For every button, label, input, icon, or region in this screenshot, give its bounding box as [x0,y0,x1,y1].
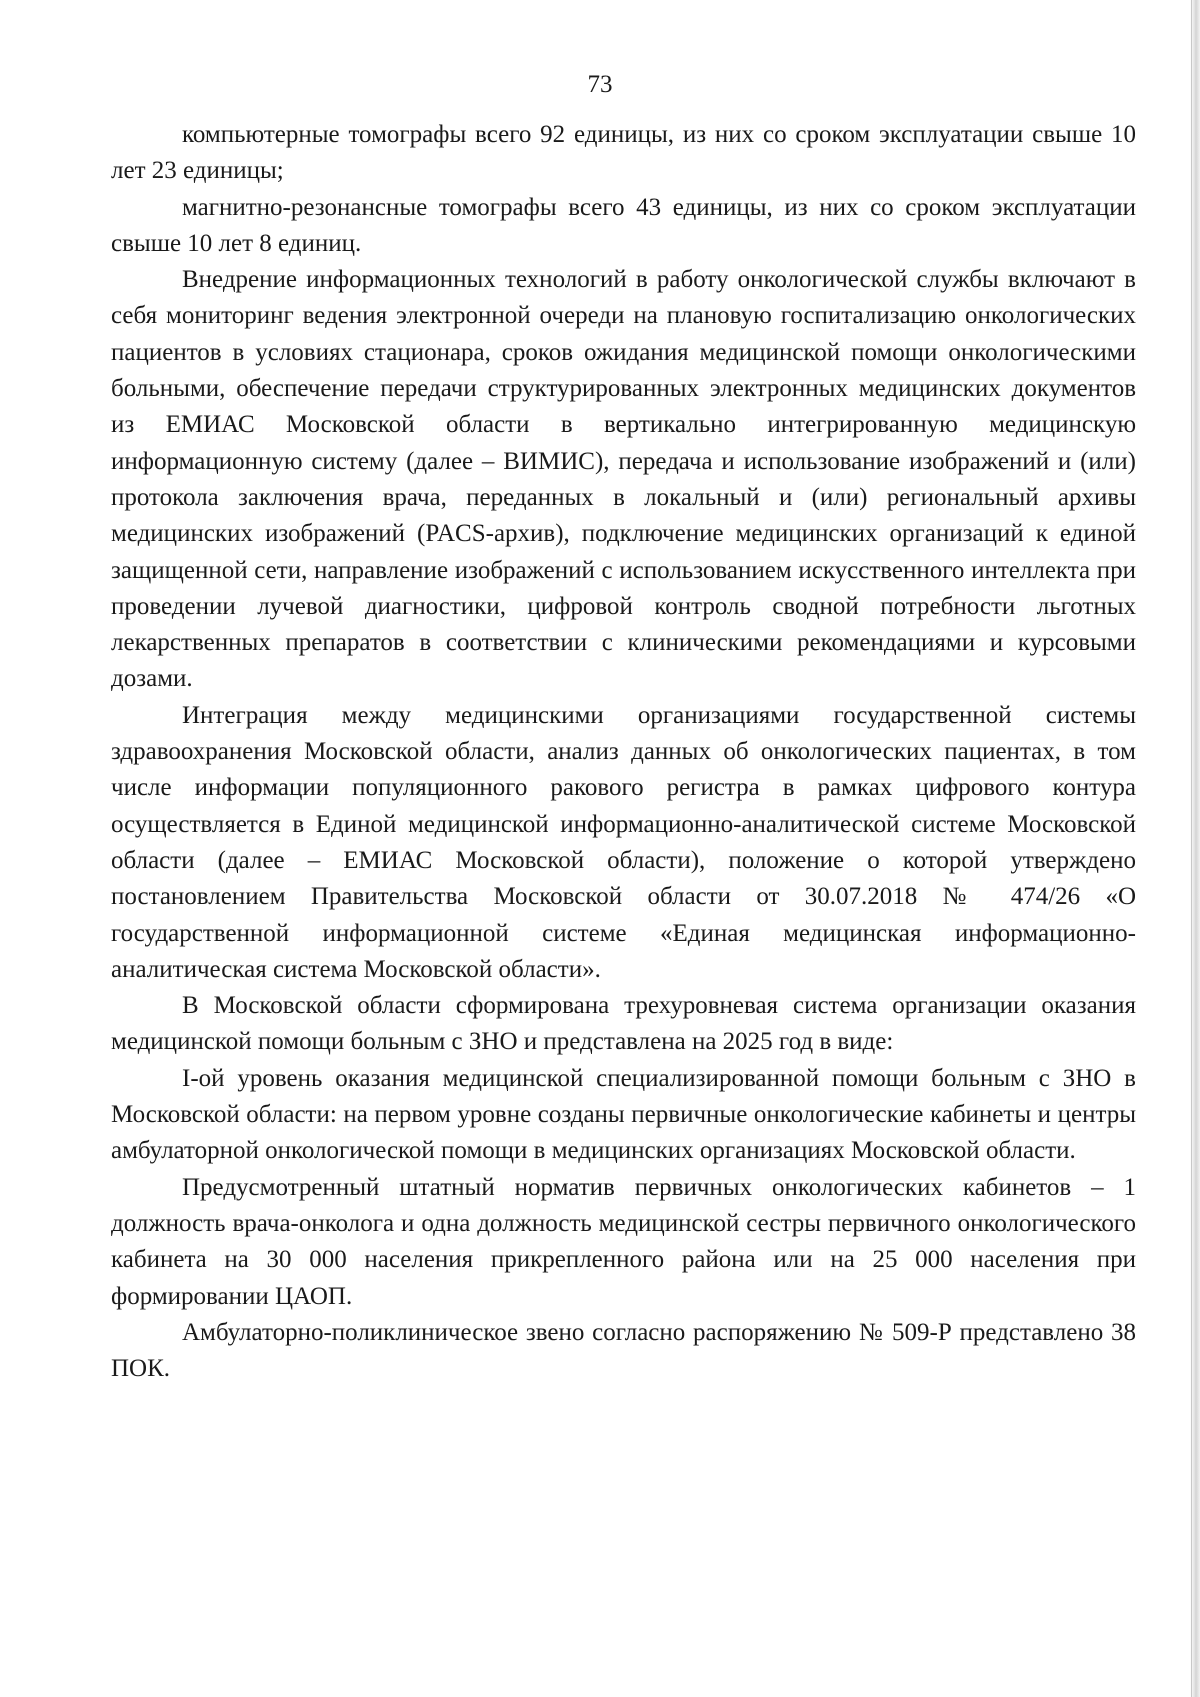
paragraph-integration-emias: Интеграция между медицинскими организациями государственной системы здравоохранения Московской области, анализ данных об онкологических пациентах, в том числе информации популяционного ракового регистра в рамках цифрового контура осуществляется в Единой медицинской информационно-аналитической системе Московской области (далее – ЕМИАС Московской области), положение о которой утверждено постановлением Правительства Московской области от 30.07.2018 № 474/26 «О государственной информационной системе «Единая медицинская информационно-аналитическая система Московской области». [111,701,1136,983]
paragraph-staffing-norm: Предусмотренный штатный норматив первичных онкологических кабинетов – 1 должность врача-онколога и одна должность медицинской сестры первичного онкологического кабинета на 30 000 населения прикрепленного района или на 25 000 населения при формировании ЦАОП. [111,1173,1136,1310]
document-body [111,117,1136,1387]
paragraph-it-implementation: Внедрение информационных технологий в работу онкологической службы включают в себя мониторинг ведения электронной очереди на плановую госпитализацию онкологических пациентов в условиях стационара, сроков ожидания медицинской помощи онкологическими больными, обеспечение передачи структурированных электронных медицинских документов из ЕМИАС Московской области в вертикально интегрированную медицинскую информационную систему (далее – ВИМИС), передача и использование изображений и (или) протокола заключения врача, переданных в локальный и (или) региональный архивы медицинских изображений (PACS-архив), подключение медицинских организаций к единой защищенной сети, направление изображений с использованием искусственного интеллекта при проведении лучевой диагностики, цифровой контроль сводной потребности льготных лекарственных препаратов в соответствии с клиническими рекомендациями и курсовыми дозами. [111,266,1136,693]
paragraph-first-level: I-ой уровень оказания медицинской специализированной помощи больным с ЗНО в Московской области: на первом уровне созданы первичные онкологические кабинеты и центры амбулаторной онкологической помощи в медицинских организациях Московской области. [111,1064,1136,1165]
page-number: 73 [587,71,613,98]
paragraph-three-level-system: В Московской области сформирована трехуровневая система организации оказания медицинской помощи больным с ЗНО и представлена на 2025 год в виде: [111,992,1136,1056]
scan-edge-line [1191,0,1192,1697]
paragraph-ct-scanners: компьютерные томографы всего 92 единицы, из них со сроком эксплуатации свыше 10 лет 23 единицы; [111,121,1136,185]
paragraph-outpatient-link: Амбулаторно-поликлиническое звено согласно распоряжению № 509-Р представлено 38 ПОК. [111,1318,1136,1383]
paragraph-mri-scanners: магнитно-резонансные томографы всего 43 единицы, из них со сроком эксплуатации свыше 10 лет 8 единиц. [111,193,1136,257]
